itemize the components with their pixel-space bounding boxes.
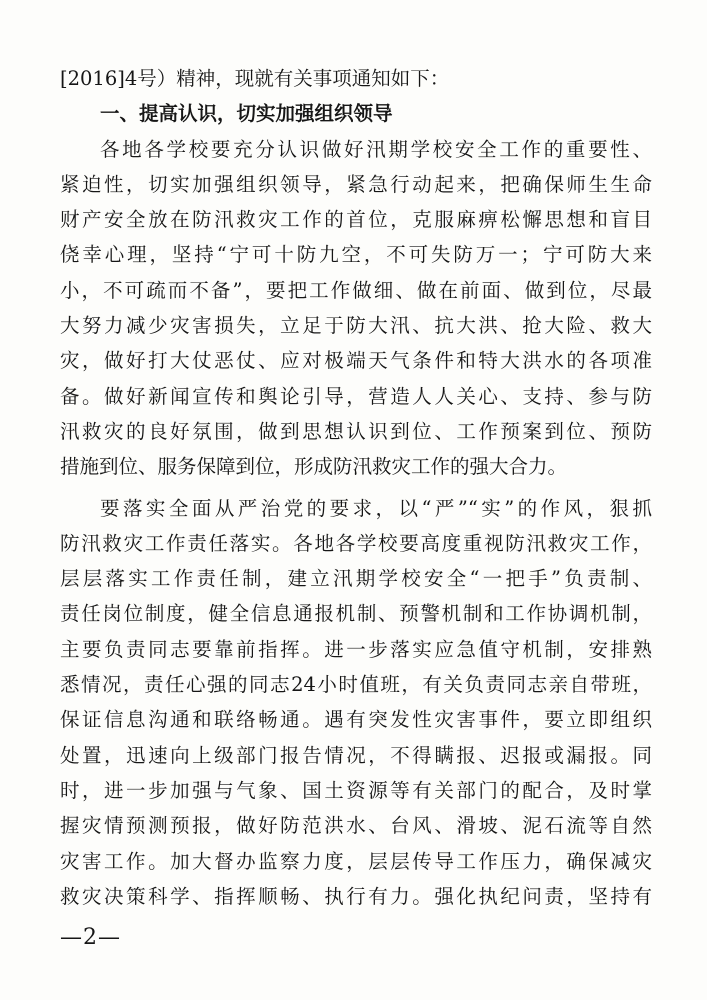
intro-line: [2016]4号）精神，现就有关事项通知如下： (60, 67, 450, 90)
paragraph-line: 要落实全面从严治党的要求，以“严”“实”的作风，狠抓 (100, 496, 652, 520)
paragraph-line: 保证信息沟通和联络畅通。遇有突发性灾害事件，要立即组织 (60, 708, 652, 732)
paragraph-line: 汛救灾的良好氛围，做到思想认识到位、工作预案到位、预防 (60, 419, 652, 443)
paragraph-line: 各地各学校要充分认识做好汛期学校安全工作的重要性、 (100, 137, 652, 161)
paragraph-line: 备。做好新闻宣传和舆论引导，营造人人关心、支持、参与防 (60, 384, 652, 408)
paragraph-line: 主要负责同志要靠前指挥。进一步落实应急值守机制，安排熟 (60, 637, 652, 661)
paragraph-1 (60, 132, 652, 485)
paragraph-line: 时，进一步加强与气象、国土资源等有关部门的配合，及时掌 (60, 778, 652, 802)
paragraph-2 (60, 491, 652, 915)
page-number: —2— (60, 925, 121, 950)
paragraph-line: 灾害工作。加大督办监察力度，层层传导工作压力，确保减灾 (60, 849, 652, 873)
paragraph-line: 小，不可疏而不备”，要把工作做细、做在前面、做到位，尽最 (60, 278, 652, 302)
paragraph-line: 财产安全放在防汛救灾工作的首位，克服麻痹松懈思想和盲目 (60, 208, 652, 232)
paragraph-line: 悉情况，责任心强的同志24小时值班，有关负责同志亲自带班， (60, 673, 652, 697)
paragraph-line: 紧迫性，切实加强组织领导，紧急行动起来，把确保师生生命 (60, 172, 652, 196)
paragraph-line: 措施到位、服务保障到位，形成防汛救灾工作的强大合力。 (60, 455, 568, 479)
paragraph-line: 大努力减少灾害损失，立足于防大汛、抗大洪、抢大险、救大 (60, 314, 652, 338)
paragraph-line: 握灾情预测预报，做好防范洪水、台风、滑坡、泥石流等自然 (60, 814, 652, 838)
paragraph-line: 灾，做好打大仗恶仗、应对极端天气条件和特大洪水的各项准 (60, 349, 652, 373)
document-body (60, 61, 652, 914)
paragraph-line: 救灾决策科学、指挥顺畅、执行有力。强化执纪问责，坚持有 (60, 884, 652, 908)
paragraph-line: 防汛救灾工作责任落实。各地各学校要高度重视防汛救灾工作， (60, 531, 652, 555)
paragraph-line: 处置，迅速向上级部门报告情况，不得瞒报、迟报或漏报。同 (60, 743, 652, 767)
paragraph-line: 责任岗位制度，健全信息通报机制、预警机制和工作协调机制， (60, 602, 652, 626)
paragraph-line: 层层落实工作责任制，建立汛期学校安全“一把手”负责制、 (60, 567, 652, 591)
paragraph-line: 侥幸心理，坚持“宁可十防九空，不可失防万一；宁可防大来 (60, 243, 652, 267)
section-heading: 一、提高认识，切实加强组织领导 (100, 102, 393, 126)
